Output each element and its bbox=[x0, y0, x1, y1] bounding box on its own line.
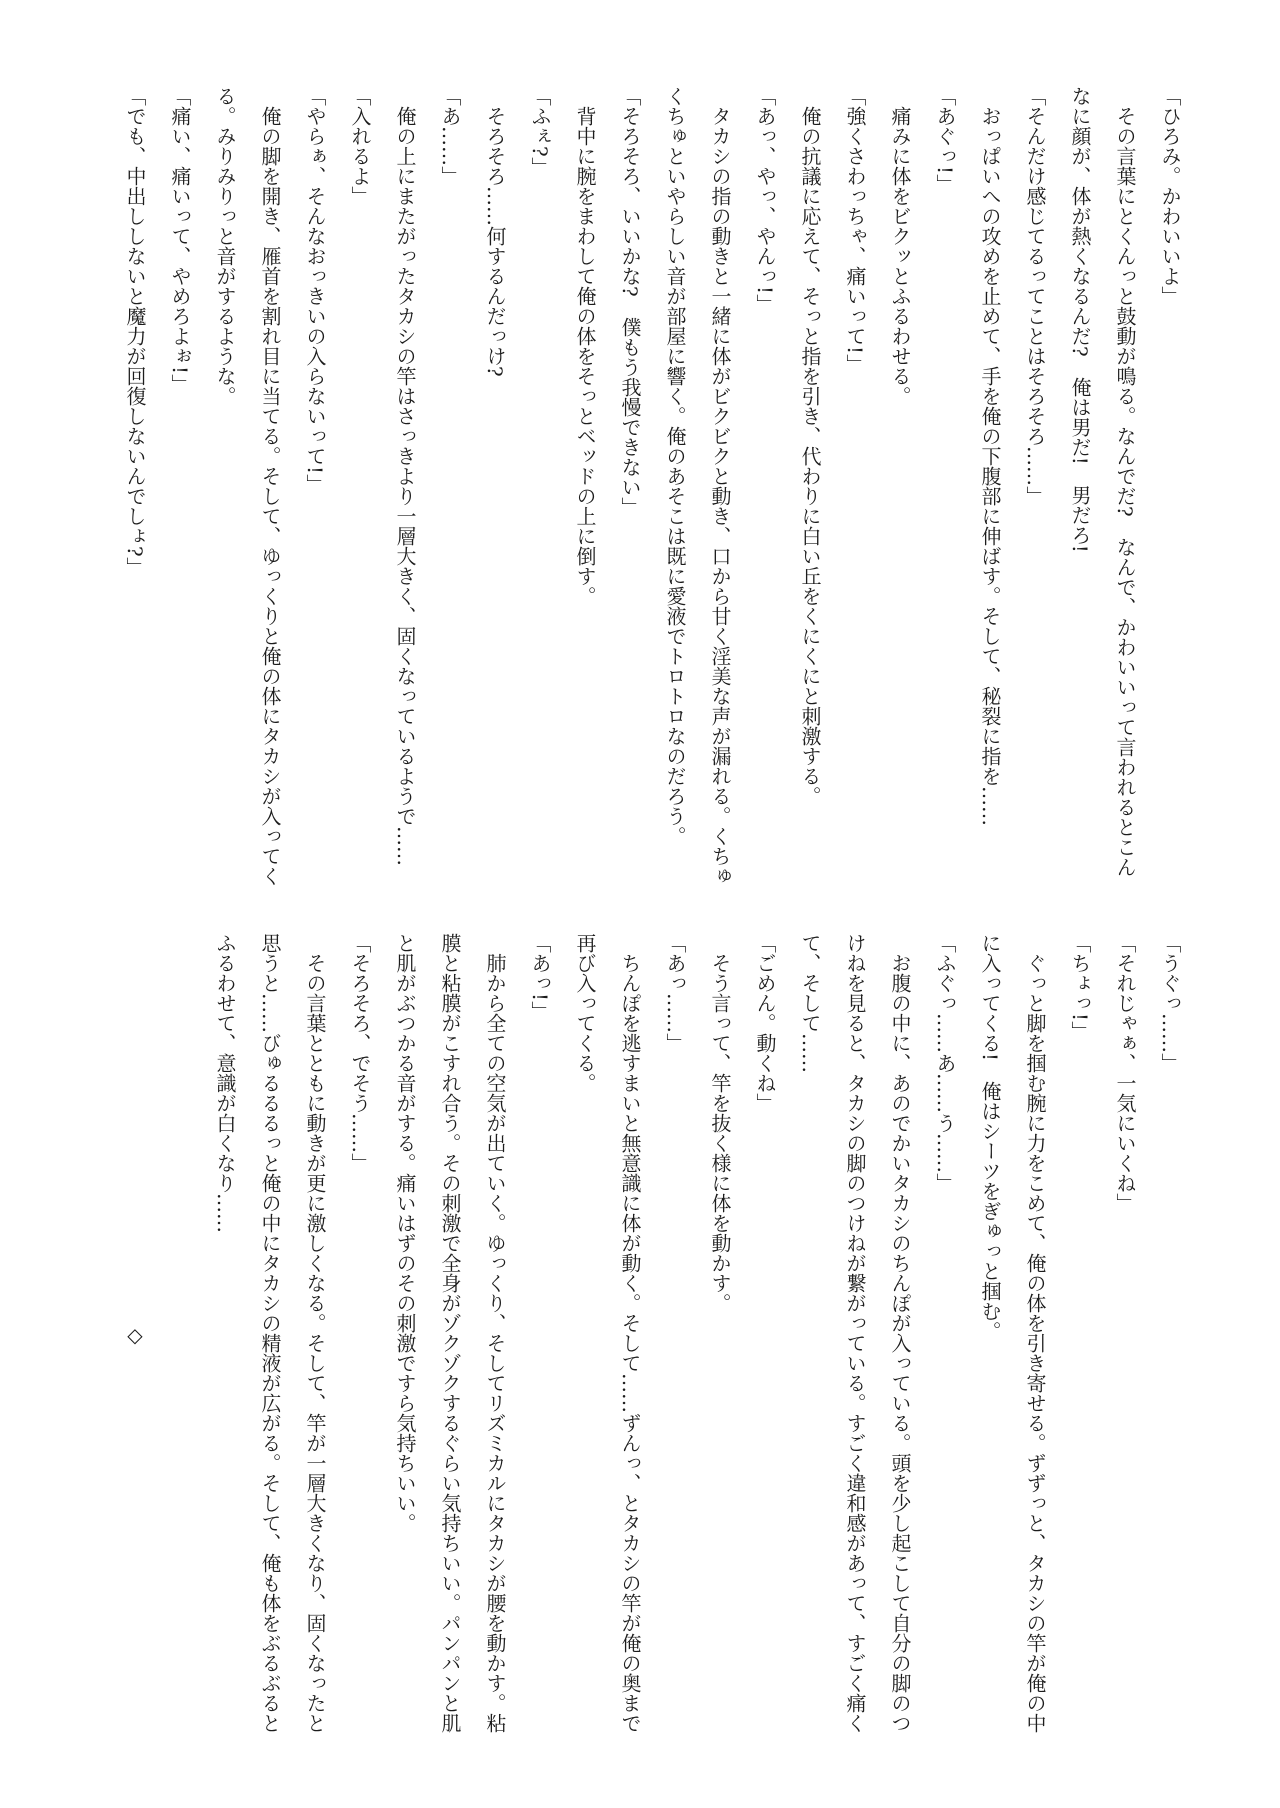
text-paragraph: タカシの指の動きと一緒に体がビクビクと動き、口から甘く淫美な声が漏れる。くちゅくちゅといやらしい音が部屋に響く。俺のあそこは既に愛液でトロトロなのだろう。 bbox=[663, 86, 732, 886]
text-paragraph: 「強くさわっちゃ、痛いって!」 bbox=[843, 86, 867, 375]
text-paragraph: その言葉にとくんっと鼓動が鳴る。なんでだ? なんで、かわいいって言われるとこんなに顔が、体が熱くなるんだ? 俺は男だ! 男だろ! bbox=[1068, 86, 1137, 877]
text-paragraph: 俺の脚を開き、雁首を割れ目に当てる。そして、ゆっくりと俺の体にタカシが入ってくる。みりみりっと音がするような。 bbox=[213, 86, 282, 886]
text-paragraph: そう言って、竿を抜く様に体を動かす。 bbox=[708, 953, 732, 1313]
text-paragraph: 「それじゃぁ、一気にいくね」 bbox=[1113, 933, 1137, 1213]
text-paragraph: 「うぐっ……」 bbox=[1158, 933, 1182, 1073]
text-paragraph: 「そろそろ、でそう……」 bbox=[348, 933, 372, 1173]
text-paragraph: 「あっ!」 bbox=[528, 933, 552, 1022]
text-paragraph: ぐっと脚を掴む腕に力をこめて、俺の体を引き寄せる。ずずっと、タカシの竿が俺の中に入ってくる! 俺はシーツをぎゅっと掴む。 bbox=[978, 933, 1047, 1733]
text-paragraph: お腹の中に、あのでかいタカシのちんぽが入っている。頭を少し起こして自分の脚のつけねを見ると、タカシの脚のつけねが繋がっている。すごく違和感があって、すごく痛くて、そして…… bbox=[798, 933, 912, 1733]
text-paragraph: 俺の抗議に応えて、そっと指を引き、代わりに白い丘をくにくにと刺激する。 bbox=[798, 106, 822, 806]
text-paragraph: そろそろ……何するんだっけ? bbox=[483, 106, 507, 377]
text-paragraph: 「そろそろ、いいかな? 僕もう我慢できない」 bbox=[618, 86, 642, 517]
text-paragraph: 俺の上にまたがったタカシの竿はさっきより一層大きく、固くなっているようで…… bbox=[393, 106, 417, 866]
text-paragraph: 「あ……」 bbox=[438, 86, 462, 186]
text-paragraph: 「ふぇ?」 bbox=[528, 86, 552, 177]
text-paragraph: 「ちょっ!」 bbox=[1068, 933, 1092, 1042]
text-paragraph: 「ひろみ。かわいいよ」 bbox=[1158, 86, 1182, 306]
text-paragraph: 背中に腕をまわして俺の体をそっとベッドの上に倒す。 bbox=[573, 106, 597, 606]
text-paragraph: 「でも、中出ししないと魔力が回復しないんでしょ?」 bbox=[123, 86, 147, 577]
text-paragraph: 「あっ、やっ、やんっ!」 bbox=[753, 86, 777, 315]
text-paragraph: 「あぐっ!」 bbox=[933, 86, 957, 195]
text-paragraph: ちんぽを逃すまいと無意識に体が動く。そして……ずんっ、とタカシの竿が俺の奥まで再び入ってくる。 bbox=[573, 933, 642, 1733]
page-top-text-block bbox=[112, 86, 1192, 890]
scene-break-marker: ◇ bbox=[123, 1323, 147, 1347]
text-paragraph: 「ふぐっ……あ……う……」 bbox=[933, 933, 957, 1193]
text-paragraph: 「ごめん。動くね」 bbox=[753, 933, 777, 1113]
text-paragraph: 「そんだけ感じてるってことはそろそろ……」 bbox=[1023, 86, 1047, 506]
text-paragraph: 痛みに体をビクッとふるわせる。 bbox=[888, 106, 912, 406]
text-paragraph: 「あっ……」 bbox=[663, 933, 687, 1053]
text-paragraph: おっぱいへの攻めを止めて、手を俺の下腹部に伸ばす。そして、秘裂に指を…… bbox=[978, 106, 1002, 826]
text-paragraph: 肺から全ての空気が出ていく。ゆっくり、そしてリズミカルにタカシが腰を動かす。粘膜と粘膜がこすれ合う。その刺激で全身がゾクゾクするぐらい気持ちいい。パンパンと肌と肌がぶつかる音がする。痛いはずのその刺激ですら気持ちいい。 bbox=[393, 933, 507, 1733]
text-paragraph: 「痛い、痛いって、やめろよぉ!」 bbox=[168, 86, 192, 395]
text-paragraph: 「やらぁ、そんなおっきいの入らないって!」 bbox=[303, 86, 327, 495]
text-paragraph: 「入れるよ」 bbox=[348, 86, 372, 206]
text-paragraph: その言葉とともに動きが更に激しくなる。そして、竿が一層大きくなり、固くなったと思うと……びゅるるるっと俺の中にタカシの精液が広がる。そして、俺も体をぶるぶるとふるわせて、意識が白くなり…… bbox=[213, 933, 327, 1733]
page-bottom-text-block bbox=[112, 933, 1192, 1737]
